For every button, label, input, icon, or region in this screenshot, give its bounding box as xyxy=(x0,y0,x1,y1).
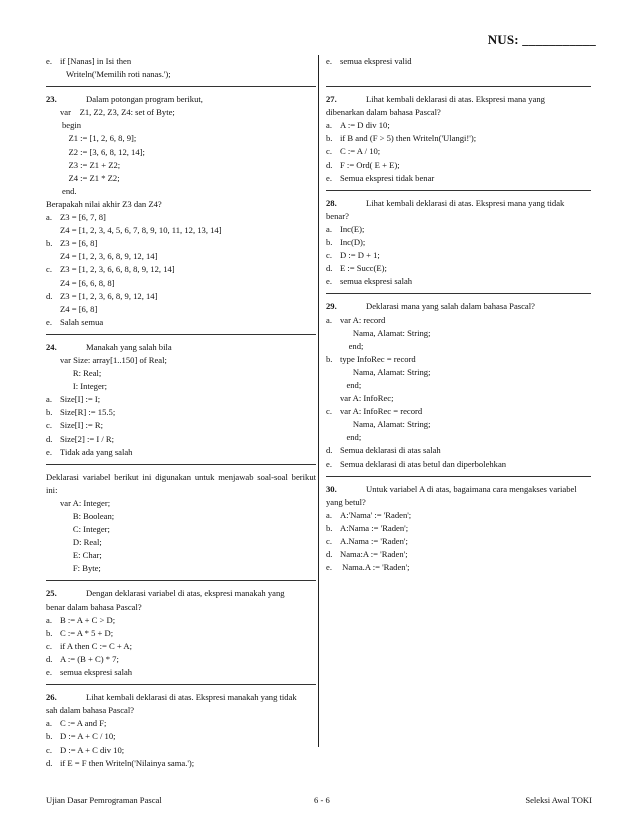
option-text-line: end; xyxy=(340,340,364,351)
option-letter: c. xyxy=(326,536,332,546)
option-text: Nama:A := 'Raden'; xyxy=(340,549,408,560)
option-a xyxy=(46,393,316,406)
divider xyxy=(46,684,316,685)
code-line: D: Real; xyxy=(60,537,102,548)
option-text-line2: Writeln('Memilih roti nanas.'); xyxy=(66,69,171,80)
code-line: C: Integer; xyxy=(60,524,110,535)
option-c xyxy=(326,145,591,158)
option-letter: c. xyxy=(46,744,52,755)
question-24 xyxy=(46,341,316,459)
code-line: begin xyxy=(62,120,82,131)
question-title-line2: yang betul? xyxy=(326,496,366,507)
option-text: Size[I] := R; xyxy=(60,420,104,431)
code-block xyxy=(46,106,316,198)
option-text: semua ekspresi salah xyxy=(340,276,413,287)
option-text: semua ekspresi salah xyxy=(60,667,133,678)
option-text: semua ekspresi valid xyxy=(340,56,412,66)
question-number: 25. xyxy=(46,588,57,599)
question-title: Lihat kembali deklarasi di atas. Ekspresi mana yang xyxy=(366,94,545,105)
option-text: Semua deklarasi di atas salah xyxy=(340,445,441,456)
question-25 xyxy=(46,587,316,679)
option-text: if B and (F > 5) then Writeln('Ulangi!'); xyxy=(340,133,477,144)
option-text: Size[2] := I / R; xyxy=(60,433,115,444)
question-26 xyxy=(46,691,316,770)
option-text: Salah semua xyxy=(60,316,104,327)
option-text: C := A / 10; xyxy=(340,146,381,157)
question-number: 23. xyxy=(46,94,57,105)
option-b xyxy=(46,627,316,640)
divider xyxy=(326,190,591,191)
divider xyxy=(46,334,316,335)
option-b xyxy=(46,730,316,743)
option-letter: e. xyxy=(326,458,332,469)
option-letter: d. xyxy=(326,445,333,456)
question-title: Lihat kembali deklarasi di atas. Ekspresi manakah yang tidak xyxy=(86,692,297,703)
divider xyxy=(326,293,591,294)
option-d xyxy=(46,290,316,316)
left-column xyxy=(46,55,316,770)
option-text: Size[R] := 15.5; xyxy=(60,407,116,418)
option-letter: e. xyxy=(46,316,52,327)
option-b xyxy=(326,236,591,249)
code-block xyxy=(46,497,316,576)
option-b xyxy=(46,406,316,419)
option-letter: b. xyxy=(46,407,53,418)
code-line: var Size: array[1..150] of Real; xyxy=(60,354,167,365)
option-a xyxy=(326,509,591,522)
column-divider xyxy=(318,55,319,747)
option-text: D := D + 1; xyxy=(340,250,380,261)
option-c xyxy=(326,405,591,444)
question-title: Manakah yang salah bila xyxy=(86,341,172,352)
divider xyxy=(46,580,316,581)
code-line: var Z1, Z2, Z3, Z4: set of Byte; xyxy=(60,107,175,118)
right-column xyxy=(326,55,591,574)
option-c xyxy=(46,419,316,432)
option-a xyxy=(326,223,591,236)
option-b xyxy=(326,132,591,145)
question-29 xyxy=(326,300,591,470)
option-d xyxy=(326,548,591,561)
option-letter: a. xyxy=(326,120,332,131)
divider xyxy=(46,464,316,465)
option-e xyxy=(46,316,316,329)
option-d xyxy=(326,444,591,457)
page-number: 6 - 6 xyxy=(314,795,330,805)
option-letter: b. xyxy=(326,237,333,248)
option-letter: e. xyxy=(326,172,332,183)
question-title: Untuk variabel A di atas, bagaimana cara mengakses variabel xyxy=(366,483,577,494)
code-line: F: Byte; xyxy=(60,563,101,574)
option-text: Nama.A := 'Raden'; xyxy=(340,562,410,573)
option-text-line: end; xyxy=(340,432,362,443)
code-line: I: Integer; xyxy=(60,381,108,392)
code-block xyxy=(46,354,316,393)
option-letter: e. xyxy=(46,446,52,457)
option-text-line: Nama, Alamat: String; xyxy=(340,327,431,338)
option-a xyxy=(326,314,591,353)
divider xyxy=(326,86,591,87)
option-text: D := A + C / 10; xyxy=(60,731,116,742)
question-27 xyxy=(326,93,591,185)
option-letter: b. xyxy=(46,238,53,249)
code-line: Z3 := Z1 + Z2; xyxy=(62,159,121,170)
option-d xyxy=(326,159,591,172)
question-title: Dalam potongan program berikut, xyxy=(86,94,203,105)
question-number: 29. xyxy=(326,301,337,312)
option-e xyxy=(46,666,316,679)
option-d xyxy=(46,433,316,446)
option-letter: c. xyxy=(326,146,332,157)
option-text: Inc(D); xyxy=(340,237,366,248)
option-text: Tidak ada yang salah xyxy=(60,446,133,457)
declaration-intro: Deklarasi variabel berikut ini digunakan untuk menjawab soal-soal berikut ini: xyxy=(46,471,316,495)
option-c xyxy=(46,263,316,289)
question-number: 26. xyxy=(46,692,57,703)
question-title-line2: benar? xyxy=(326,210,349,221)
option-letter: d. xyxy=(326,159,333,170)
option-text: A := (B + C) * 7; xyxy=(60,653,119,664)
option-a xyxy=(326,119,591,132)
q26-option-e xyxy=(326,55,591,68)
option-letter: b. xyxy=(326,522,333,533)
option-text: var A: InfoRec = record xyxy=(340,406,423,417)
option-b xyxy=(46,237,316,263)
option-letter: b. xyxy=(326,353,333,364)
option-text: A:Nama := 'Raden'; xyxy=(340,522,409,533)
option-letter: d. xyxy=(46,290,53,301)
question-30 xyxy=(326,483,591,575)
declaration-block xyxy=(46,471,316,576)
code-line: R: Real; xyxy=(60,368,102,379)
question-prompt: Berapakah nilai akhir Z3 dan Z4? xyxy=(46,198,162,209)
code-line: Z4 := Z1 * Z2; xyxy=(62,172,120,183)
option-letter: d. xyxy=(46,433,53,444)
footer-left: Ujian Dasar Pemrograman Pascal xyxy=(46,795,162,805)
option-text: D := A + C div 10; xyxy=(60,744,125,755)
option-text: var A: record xyxy=(340,314,386,325)
option-letter: a. xyxy=(46,394,52,405)
question-title: Lihat kembali deklarasi di atas. Ekspresi mana yang tidak xyxy=(366,197,565,208)
option-text: if [Nanas] in Isi then xyxy=(60,56,132,66)
option-text: Semua ekspresi tidak benar xyxy=(340,172,435,183)
question-title: Dengan deklarasi variabel di atas, ekspresi manakah yang xyxy=(86,588,285,599)
code-line: B: Boolean; xyxy=(60,511,115,521)
question-title-line2: sah dalam bahasa Pascal? xyxy=(46,705,135,716)
option-c xyxy=(326,249,591,262)
option-letter: e. xyxy=(326,562,332,573)
question-28 xyxy=(326,197,591,289)
option-letter: a. xyxy=(326,314,332,325)
option-d xyxy=(326,262,591,275)
option-text: A:'Nama' := 'Raden'; xyxy=(340,509,412,520)
option-letter: c. xyxy=(46,640,52,651)
option-c xyxy=(326,535,591,548)
option-a xyxy=(46,614,316,627)
option-e xyxy=(326,275,591,288)
footer-right: Seleksi Awal TOKI xyxy=(525,795,592,805)
question-number: 24. xyxy=(46,341,57,352)
code-line: Z2 := [3, 6, 8, 12, 14]; xyxy=(62,146,145,157)
divider xyxy=(326,476,591,477)
option-text: Z3 = [1, 2, 3, 6, 8, 9, 12, 14] xyxy=(60,290,158,301)
question-number: 30. xyxy=(326,483,337,494)
option-text-line: Nama, Alamat: String; xyxy=(340,366,431,377)
option-letter: d. xyxy=(46,757,53,768)
option-c xyxy=(46,744,316,757)
option-letter: e. xyxy=(46,56,52,66)
option-letter: c. xyxy=(326,406,332,417)
nus-field: NUS: ___________ xyxy=(487,32,596,47)
question-title-line2: dibenarkan dalam bahasa Pascal? xyxy=(326,107,441,118)
option-text: Semua deklarasi di atas betul dan diperbolehkan xyxy=(340,458,507,469)
option-text: type InfoRec = record xyxy=(340,353,416,364)
option-text: Z3 = [6, 7, 8] xyxy=(60,212,106,223)
option-a xyxy=(46,211,316,237)
option-text: C := A * 5 + D; xyxy=(60,627,114,638)
option-letter: a. xyxy=(326,509,332,520)
option-letter: a. xyxy=(46,718,52,729)
divider xyxy=(46,86,316,87)
option-letter: d. xyxy=(326,549,333,560)
q22-option-e xyxy=(46,55,316,81)
option-e xyxy=(46,446,316,459)
option-text: if E = F then Writeln('Nilainya sama.'); xyxy=(60,757,195,768)
option-d xyxy=(46,653,316,666)
option-e xyxy=(326,172,591,185)
option-letter: d. xyxy=(46,653,53,664)
option-text: C := A and F; xyxy=(60,718,107,729)
option-text-line2: Z4 = [6, 6, 8, 8] xyxy=(60,277,115,288)
option-text: if A then C := C + A; xyxy=(60,640,133,651)
option-e xyxy=(326,561,591,574)
option-text-line: end; xyxy=(340,379,362,390)
option-b xyxy=(326,353,591,405)
option-text: A.Nama := 'Raden'; xyxy=(340,536,408,546)
option-text-line2: Z4 = [6, 8] xyxy=(60,303,98,314)
question-23 xyxy=(46,93,316,329)
page-footer xyxy=(46,795,592,805)
question-title-line2: benar dalam bahasa Pascal? xyxy=(46,601,142,612)
option-letter: d. xyxy=(326,263,333,274)
option-text: A := D div 10; xyxy=(340,120,390,131)
option-c xyxy=(46,640,316,653)
option-text-line2: Z4 = [1, 2, 3, 6, 8, 9, 12, 14] xyxy=(60,251,158,262)
option-letter: b. xyxy=(326,133,333,144)
question-title: Deklarasi mana yang salah dalam bahasa Pascal? xyxy=(366,301,535,312)
option-b xyxy=(326,522,591,535)
option-text-line: Nama, Alamat: String; xyxy=(340,419,431,430)
option-text: B := A + C > D; xyxy=(60,614,116,625)
option-letter: e. xyxy=(326,276,332,287)
option-text: Size[I] := I; xyxy=(60,394,101,405)
code-line: var A: Integer; xyxy=(60,497,111,508)
option-letter: c. xyxy=(46,420,52,431)
option-e xyxy=(326,458,591,471)
code-line: E: Char; xyxy=(60,550,102,561)
option-letter: a. xyxy=(46,212,52,223)
option-text-line2: Z4 = [1, 2, 3, 4, 5, 6, 7, 8, 9, 10, 11, 12, 13, 14] xyxy=(60,225,222,236)
option-letter: b. xyxy=(46,731,53,742)
question-number: 27. xyxy=(326,94,337,105)
option-letter: c. xyxy=(46,264,52,275)
option-a xyxy=(46,717,316,730)
question-number: 28. xyxy=(326,197,337,208)
option-text-line: var A: InfoRec; xyxy=(340,393,394,404)
option-d xyxy=(46,757,316,770)
option-text: E := Succ(E); xyxy=(340,263,387,274)
option-letter: b. xyxy=(46,627,53,638)
option-text: Z3 = [6, 8] xyxy=(60,238,98,249)
option-letter: e. xyxy=(46,667,52,678)
option-letter: a. xyxy=(46,614,52,625)
option-letter: e. xyxy=(326,56,332,66)
option-letter: a. xyxy=(326,223,332,234)
option-text: F := Ord( E + E); xyxy=(340,159,400,170)
option-text: Inc(E); xyxy=(340,223,365,234)
code-line: Z1 := [1, 2, 6, 8, 9]; xyxy=(62,133,137,144)
option-text: Z3 = [1, 2, 3, 6, 6, 8, 8, 9, 12, 14] xyxy=(60,264,175,275)
option-letter: c. xyxy=(326,250,332,261)
code-line: end. xyxy=(62,185,77,196)
